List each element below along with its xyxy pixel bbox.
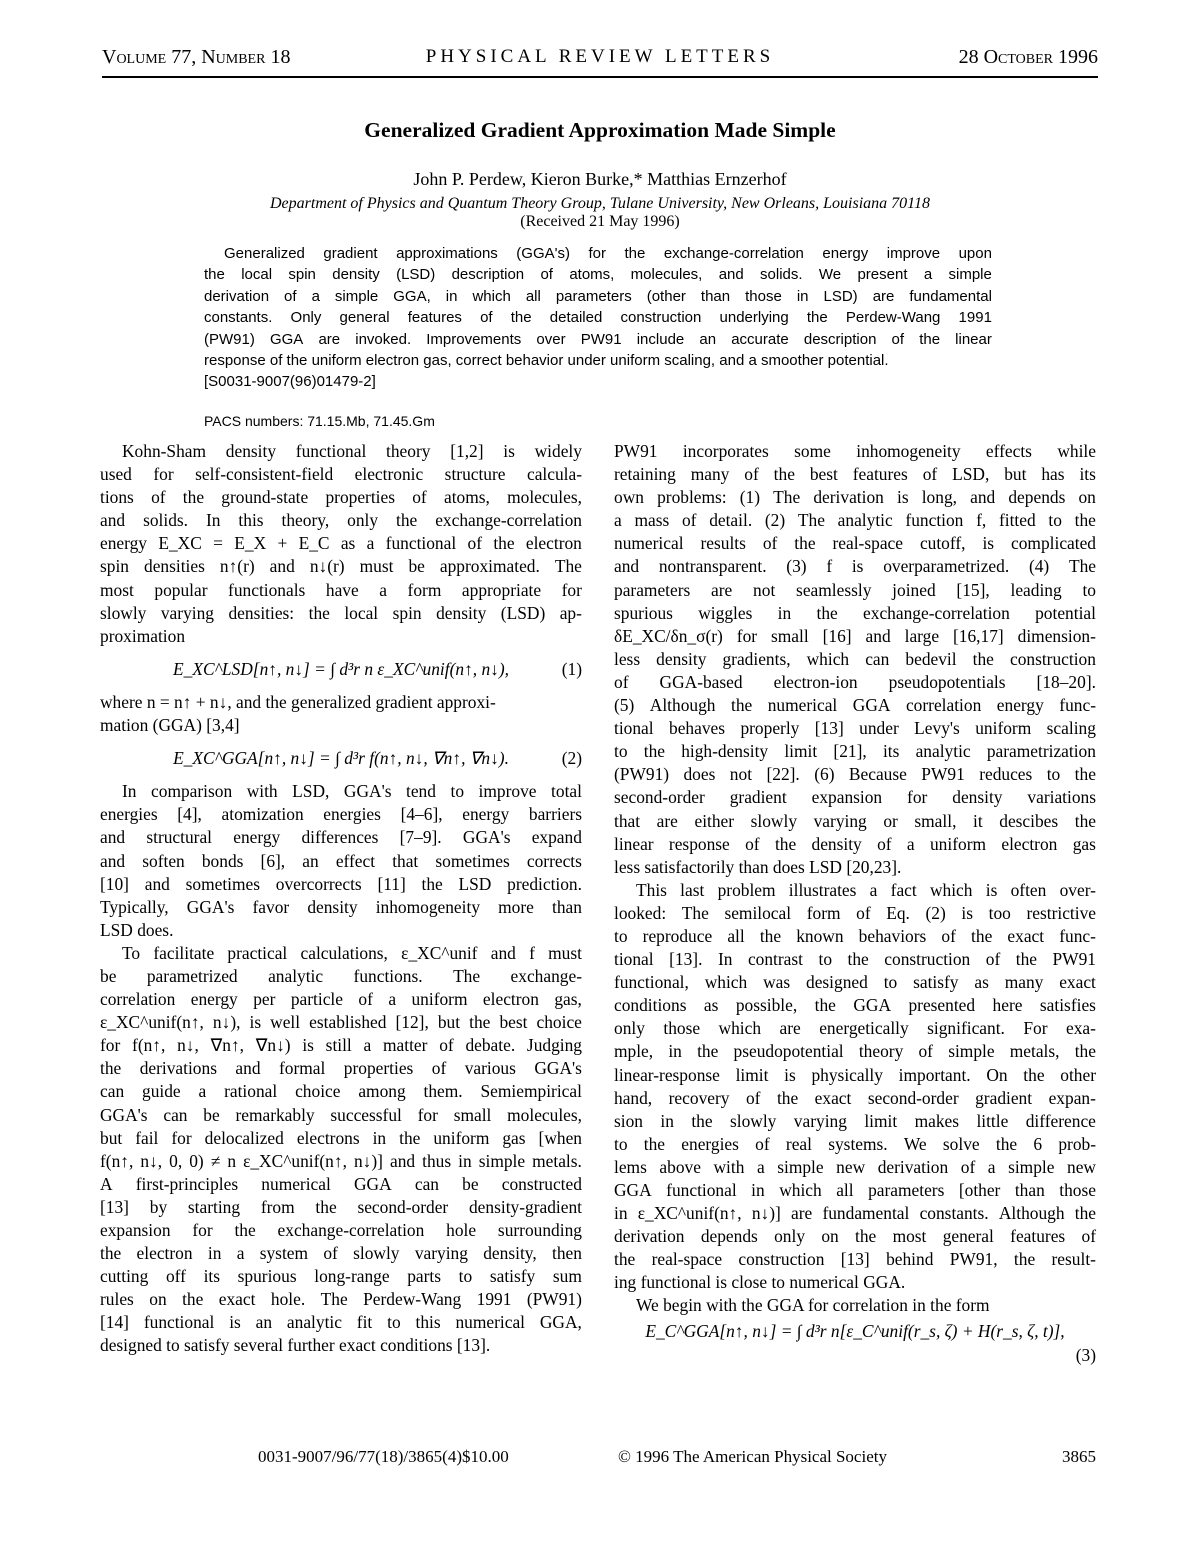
text-line: designed to satisfy several further exact conditions [13].	[100, 1335, 491, 1356]
text-line: and solids. In this theory, only the exchange-correlation	[100, 510, 582, 531]
text-line: LSD does.	[100, 919, 174, 940]
issue-date: 28 October 1996	[958, 46, 1098, 68]
text-line: mple, in the pseudopotential theory of simple metals, the	[614, 1041, 1096, 1062]
text-line: δE_XC/δn_σ(r) for small [16] and large [16,17] dimension-	[614, 625, 1096, 646]
abstract-line: derivation of a simple GGA, in which all parameters (other than those in LSD) are fundamental	[204, 287, 992, 305]
text-line: lems above with a simple new derivation of a simple new	[614, 1156, 1096, 1177]
text-line: where n = n↑ + n↓, and the generalized gradient approxi-	[100, 691, 496, 712]
text-line: (5) Although the numerical GGA correlation energy func-	[614, 695, 1096, 716]
text-line: only those which are energetically significant. For exa-	[614, 1018, 1096, 1039]
text-line: most popular functionals have a form appropriate for	[100, 579, 582, 600]
volume-number: Volume 77, Number 18	[102, 46, 291, 68]
text-line: retaining many of the best features of LSD, but has its	[614, 464, 1096, 485]
text-line: Kohn-Sham density functional theory [1,2] is widely	[122, 441, 582, 461]
text-line: and nontransparent. (3) f is overparametrized. (4) The	[614, 556, 1096, 577]
text-line: that are either slowly varying or small, it descibes the	[614, 810, 1096, 831]
text-line: in ε_XC^unif(n↑, n↓)] are fundamental constants. Although the	[614, 1203, 1096, 1224]
text-line: less density gradients, which can bedevil the construction	[614, 648, 1096, 669]
text-line: second-order gradient expansion for density variations	[614, 787, 1096, 808]
text-line: tional behaves properly [13] under Levy's uniform scaling	[614, 718, 1096, 739]
text-line: [14] functional is an analytic fit to this numerical GGA,	[100, 1312, 582, 1333]
text-line: tional [13]. In contrast to the construction of the PW91	[614, 949, 1096, 970]
right-column	[614, 440, 1096, 1366]
text-line: GGA functional in which all parameters [other than those	[614, 1180, 1096, 1200]
text-line: tions of the ground-state properties of atoms, molecules,	[100, 487, 582, 508]
text-line: energy E_XC = E_X + E_C as a functional of the electron	[100, 533, 582, 554]
text-line: In comparison with LSD, GGA's tend to improve total	[122, 781, 582, 802]
left-column	[100, 440, 582, 1358]
text-line: slowly varying densities: the local spin density (LSD) ap-	[100, 602, 582, 623]
text-line: proximation	[100, 625, 186, 646]
text-line: functional, which was designed to satisfy as many exact	[614, 972, 1096, 993]
text-line: Typically, GGA's favor density inhomogeneity more than	[100, 896, 582, 917]
text-line: of GGA-based electron-ion pseudopotentials [18–20].	[614, 671, 1096, 692]
text-line: can guide a rational choice among them. Semiempirical	[100, 1081, 582, 1102]
text-line: conditions as possible, the GGA presented here satisfies	[614, 995, 1096, 1016]
text-line: used for self-consistent-field electronic structure calcula-	[100, 464, 582, 485]
equation-number: (1)	[561, 658, 582, 679]
text-line: mation (GGA) [3,4]	[100, 715, 240, 736]
abstract-line: response of the uniform electron gas, correct behavior under uniform scaling, and a smoother potential.	[204, 351, 889, 369]
text-line: for f(n↑, n↓, ∇n↑, ∇n↓) is still a matter of debate. Judging	[100, 1035, 582, 1056]
affiliation: Department of Physics and Quantum Theory Group, Tulane University, New Orleans, Louisiana 70118	[270, 195, 930, 212]
abstract-line: [S0031-9007(96)01479-2]	[204, 373, 376, 391]
page-footer	[100, 1447, 1096, 1471]
paper-title: Generalized Gradient Approximation Made Simple	[364, 118, 836, 142]
text-line: derivation depends only on the most general features of	[614, 1226, 1096, 1247]
equation	[100, 658, 582, 681]
text-line: the real-space construction [13] behind PW91, the result-	[614, 1249, 1096, 1270]
text-line: spurious wiggles in the exchange-correlation potential	[614, 602, 1096, 623]
text-line: and structural energy differences [7–9]. GGA's expand	[100, 827, 582, 848]
text-line: This last problem illustrates a fact which is often over-	[636, 879, 1096, 900]
text-line: spin densities n↑(r) and n↓(r) must be approximated. The	[100, 556, 582, 577]
text-line: ε_XC^unif(n↑, n↓), is well established [12], but the best choice	[100, 1012, 582, 1033]
text-line: f(n↑, n↓, 0, 0) ≠ n ε_XC^unif(n↑, n↓)] and thus in simple metals.	[100, 1150, 582, 1171]
abstract-line: constants. Only general features of the detailed construction underlying the Perdew-Wang 1991	[204, 309, 992, 327]
text-line: and soften bonds [6], an effect that sometimes corrects	[100, 850, 582, 871]
text-line: to the energies of real systems. We solve the 6 prob-	[614, 1133, 1096, 1154]
text-line: sion in the slowly varying limit makes little difference	[614, 1110, 1096, 1131]
text-line: To facilitate practical calculations, ε_XC^unif and f must	[122, 942, 582, 963]
text-line: linear response of the density of a uniform electron gas	[614, 833, 1096, 854]
text-line: ing functional is close to numerical GGA.	[614, 1272, 906, 1293]
equation-number: (3)	[1075, 1344, 1096, 1365]
text-line: PW91 incorporates some inhomogeneity effects while	[614, 441, 1096, 461]
text-line: rules on the exact hole. The Perdew-Wang 1991 (PW91)	[100, 1289, 582, 1310]
text-line: looked: The semilocal form of Eq. (2) is too restrictive	[614, 902, 1096, 923]
text-line: A first-principles numerical GGA can be constructed	[100, 1173, 582, 1194]
running-header	[102, 42, 1098, 78]
text-line: GGA's can be remarkably successful for small molecules,	[100, 1104, 582, 1125]
equation-body: E_XC^LSD[n↑, n↓] = ∫ d³r n ε_XC^unif(n↑, n↓),	[173, 658, 509, 679]
text-line: (PW91) does not [22]. (6) Because PW91 reduces to the	[614, 764, 1096, 785]
text-line: energies [4], atomization energies [4–6], energy barriers	[100, 804, 582, 825]
author-list: John P. Perdew, Kieron Burke,* Matthias Ernzerhof	[413, 169, 787, 189]
equation-body: E_C^GGA[n↑, n↓] = ∫ d³r n[ε_C^unif(r_s, ζ) + H(r_s, ζ, t)],	[645, 1320, 1065, 1341]
copyright: © 1996 The American Physical Society	[618, 1447, 887, 1466]
text-line: less satisfactorily than does LSD [20,23].	[614, 856, 902, 877]
text-line: We begin with the GGA for correlation in the form	[636, 1295, 990, 1316]
journal-name: PHYSICAL REVIEW LETTERS	[425, 46, 775, 67]
text-line: own problems: (1) The derivation is long, and depends on	[614, 487, 1096, 508]
text-line: a mass of detail. (2) The analytic function f, fitted to the	[614, 510, 1096, 531]
equation-number: (2)	[561, 748, 582, 769]
text-line: to reproduce all the known behaviors of the exact func-	[614, 925, 1096, 946]
text-line: be parametrized analytic functions. The exchange-	[100, 965, 582, 986]
text-line: correlation energy per particle of a uniform electron gas,	[100, 989, 582, 1010]
text-line: hand, recovery of the exact second-order gradient expan-	[614, 1087, 1096, 1108]
received-date: (Received 21 May 1996)	[520, 213, 680, 230]
text-line: cutting off its spurious long-range parts to satisfy sum	[100, 1266, 582, 1287]
page-number: 3865	[1062, 1447, 1096, 1466]
text-line: expansion for the exchange-correlation hole surrounding	[100, 1220, 582, 1240]
abstract-line: the local spin density (LSD) description of atoms, molecules, and solids. We present a simple	[204, 266, 992, 284]
text-line: [10] and sometimes overcorrects [11] the LSD prediction.	[100, 873, 582, 894]
equation	[614, 1320, 1096, 1366]
text-line: [13] by starting from the second-order density-gradient	[100, 1196, 582, 1217]
abstract-line: (PW91) GGA are invoked. Improvements over PW91 include an accurate description of the linear	[204, 330, 992, 348]
equation-body: E_XC^GGA[n↑, n↓] = ∫ d³r f(n↑, n↓, ∇n↑, ∇n↓).	[173, 748, 509, 769]
text-line: the derivations and formal properties of various GGA's	[100, 1058, 582, 1079]
text-line: linear-response limit is physically important. On the other	[614, 1064, 1096, 1085]
text-line: parameters are not seamlessly joined [15], leading to	[614, 579, 1096, 600]
abstract	[204, 243, 992, 393]
text-line: the electron in a system of slowly varying density, then	[100, 1243, 582, 1264]
text-line: to the high-density limit [21], its analytic parametrization	[614, 741, 1096, 762]
equation	[100, 747, 582, 770]
text-line: but fail for delocalized electrons in the uniform gas [when	[100, 1127, 582, 1148]
pacs-numbers: PACS numbers: 71.15.Mb, 71.45.Gm	[204, 413, 435, 429]
doi-code: 0031-9007/96/77(18)/3865(4)$10.00	[258, 1447, 509, 1466]
text-line: numerical results of the real-space cutoff, is complicated	[614, 533, 1096, 554]
abstract-line: Generalized gradient approximations (GGA's) for the exchange-correlation energy improve upon	[224, 245, 992, 262]
